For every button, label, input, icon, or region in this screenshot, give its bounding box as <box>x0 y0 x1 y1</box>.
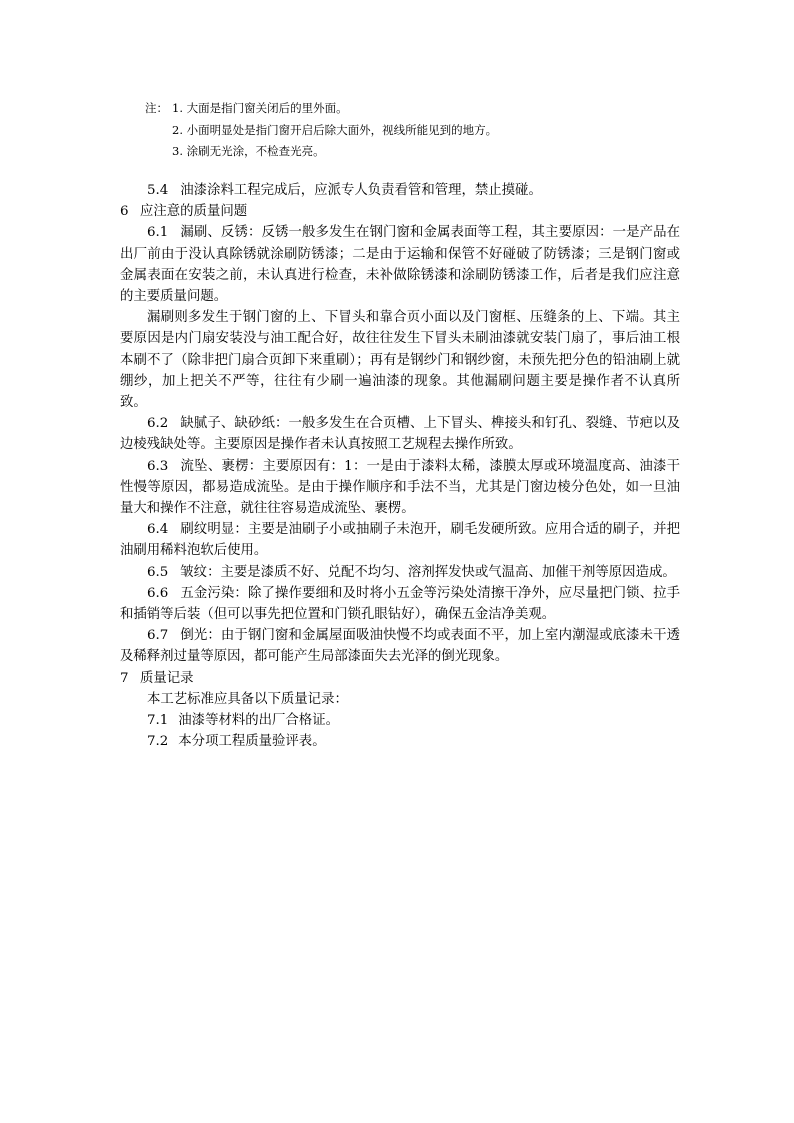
paragraph-text: 流坠、裹楞：主要原因有：1：一是由于漆料太稀，漆膜太厚或环境温度高、油漆干性慢等原因，都易造成流坠。是由于操作顺序和手法不当，尤其是门窗边棱分色处，如一旦油量大和操作不注意，就往往容易造成流坠、裹楞。 <box>120 458 680 517</box>
paragraph-6-6 <box>120 583 680 625</box>
section-title: 质量记录 <box>140 670 194 686</box>
note-text: 1. 大面是指门窗关闭后的里外面。 <box>172 101 348 115</box>
paragraph-6-7 <box>120 625 680 667</box>
clause-number: 5.4 <box>147 183 169 198</box>
paragraph-7-intro <box>120 689 680 710</box>
paragraph-6-4 <box>120 519 680 561</box>
note-text: 3. 涂刷无光涂，不检查光亮。 <box>172 144 325 158</box>
paragraph-text: 五金污染：除了操作要细和及时将小五金等污染处清擦干净外，应尽量把门锁、拉手和插销等后装（但可以事先把位置和门锁孔眼钻好），确保五金洁净美观。 <box>120 585 680 623</box>
section-number: 6 <box>120 204 129 220</box>
note-item-2 <box>145 120 705 142</box>
list-item-text: 本分项工程质量验评表。 <box>178 734 326 750</box>
note-item-1 <box>145 98 705 120</box>
clause-number: 6.3 <box>147 458 169 474</box>
notes-prefix: 注： <box>145 101 168 115</box>
clause-number: 6.4 <box>147 522 169 538</box>
section-number: 7 <box>120 670 129 686</box>
clause-number: 6.6 <box>147 585 169 601</box>
paragraph-6-2 <box>120 413 680 455</box>
clause-number: 7.2 <box>147 734 169 750</box>
paragraph-6-1 <box>120 222 680 307</box>
note-item-3 <box>145 141 705 163</box>
paragraph-6-1-continued <box>120 307 680 413</box>
notes-block <box>145 98 705 163</box>
clause-number: 7.1 <box>147 713 169 729</box>
paragraph-text: 倒光：由于钢门窗和金属屋面吸油快慢不均或表面不平，加上室内潮湿或底漆未干透及稀释剂过量等原因，都可能产生局部漆面失去光泽的倒光现象。 <box>120 628 680 665</box>
clause-number: 6.2 <box>147 416 169 432</box>
paragraph-text: 刷纹明显：主要是油刷子小或抽刷子未泡开，刷毛发硬所致。应用合适的刷子，并把油刷用稀料泡软后使用。 <box>120 522 680 559</box>
paragraph-6-5 <box>120 562 680 583</box>
list-item-7-1 <box>120 710 680 731</box>
paragraph-text: 本工艺标准应具备以下质量记录： <box>147 691 348 707</box>
clause-number: 6.7 <box>147 628 169 644</box>
section-heading-7 <box>120 668 680 689</box>
paragraph-6-3 <box>120 456 680 520</box>
paragraph-text: 油漆涂料工程完成后，应派专人负责看管和管理，禁止摸碰。 <box>180 183 542 198</box>
section-title: 应注意的质量问题 <box>140 204 248 220</box>
paragraph-text: 皱纹：主要是漆质不好、兑配不均匀、溶剂挥发快或气温高、加催干剂等原因造成。 <box>180 564 676 580</box>
paragraph-5-4 <box>120 180 680 201</box>
paragraph-text: 缺腻子、缺砂纸：一般多发生在合页槽、上下冒头、榫接头和钉孔、裂缝、节疤以及边棱残缺处等。主要原因是操作者未认真按照工艺规程去操作所致。 <box>120 416 680 453</box>
list-item-text: 油漆等材料的出厂合格证。 <box>178 713 339 729</box>
clause-number: 6.1 <box>147 225 169 241</box>
clause-number: 6.5 <box>147 564 169 580</box>
note-text: 2. 小面明显处是指门窗开启后除大面外，视线所能见到的地方。 <box>172 122 498 137</box>
section-heading-6 <box>120 201 680 222</box>
paragraph-text: 漏刷则多发生于钢门窗的上、下冒头和靠合页小面以及门窗框、压缝条的上、下端。其主要原因是内门扇安装没与油工配合好，故往往发生下冒头未刷油漆就安装门扇了，事后油工根本刷不了（除非把门扇合页卸下来重刷）；再有是钢纱门和钢纱窗，未预先把分色的铅油刷上就绷纱，加上把关不严等，往往有少刷一遍油漆的现象。其他漏刷问题主要是操作者不认真所致。 <box>120 310 680 411</box>
body-text <box>120 180 680 752</box>
paragraph-text: 漏刷、反锈：反锈一般多发生在钢门窗和金属表面等工程，其主要原因：一是产品在出厂前由于没认真除锈就涂刷防锈漆；二是由于运输和保管不好碰破了防锈漆；三是钢门窗或金属表面在安装之前，未认真进行检查，未补做除锈漆和涂刷防锈漆工作，后者是我们应注意的主要质量问题。 <box>120 225 680 305</box>
list-item-7-2 <box>120 731 680 752</box>
